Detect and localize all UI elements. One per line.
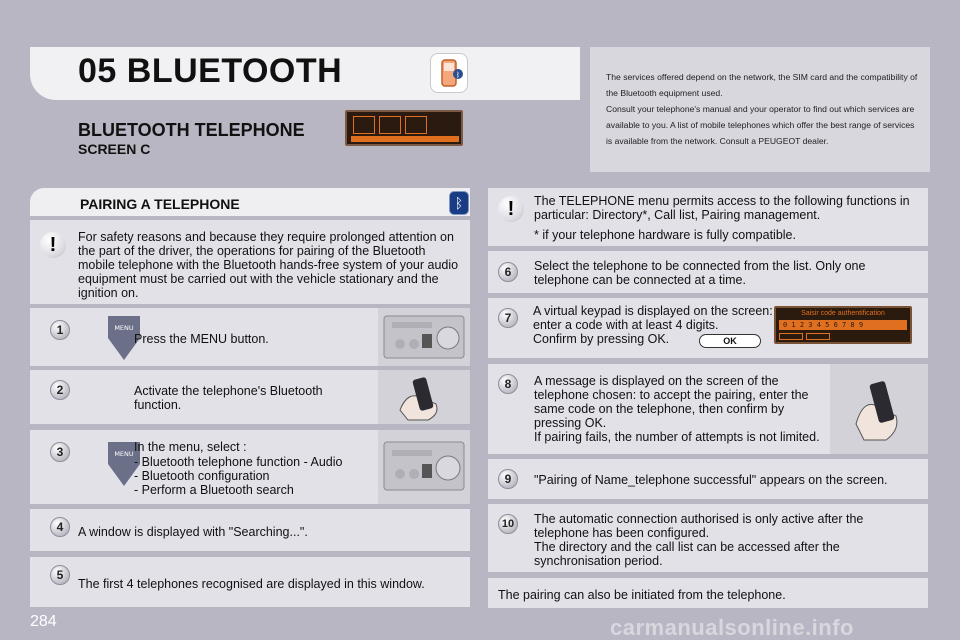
step-9-text: "Pairing of Name_telephone successful" appears on the screen. xyxy=(534,473,888,487)
step-9-panel xyxy=(488,459,928,499)
safety-text: For safety reasons and because they require prolonged attention on the part of the driver, the operations for pairing of the Bluetooth mobile telephone with the Bluetooth hands-free system of your audio equipment must be carried out with the vehicle stationary and the ignition on. xyxy=(78,230,459,300)
screen-title: Saisir code authentification xyxy=(801,310,885,317)
bottom-note-panel xyxy=(488,578,928,608)
menu-text: The TELEPHONE menu permits access to the following functions in particular: Directory*, Call list, Pairing management. xyxy=(534,194,910,222)
hand-phone-image xyxy=(378,370,470,424)
list-item: - Bluetooth configuration xyxy=(134,469,374,483)
page-number: 284 xyxy=(30,613,57,630)
step-10-panel xyxy=(488,504,928,572)
step-number: 5 xyxy=(50,565,70,585)
step-number: 4 xyxy=(50,517,70,537)
screen-digits: 0 1 2 3 4 5 6 7 8 9 xyxy=(779,320,907,330)
bottom-note-text: The pairing can also be initiated from the telephone. xyxy=(498,588,786,602)
step-5-panel xyxy=(30,557,470,607)
step-6-text: Select the telephone to be connected from the list. Only one telephone can be connected at a time. xyxy=(534,259,866,287)
list-item: - Bluetooth telephone function - Audio xyxy=(134,455,374,469)
safety-panel xyxy=(30,220,470,304)
step-number: 9 xyxy=(498,469,518,489)
step-7-text: A virtual keypad is displayed on the screen: enter a code with at least 4 digits. Confirm by pressing OK. xyxy=(533,304,773,346)
bluetooth-icon: ᛒ xyxy=(449,191,469,215)
step-number: 1 xyxy=(50,320,70,340)
section-title: BLUETOOTH TELEPHONE xyxy=(78,120,305,140)
screen-label: SCREEN C xyxy=(78,141,151,157)
step-10-text: The automatic connection authorised is only active after the telephone has been configured. The directory and the call list can be accessed after the synchronisation period. xyxy=(534,512,864,568)
hand-phone-image xyxy=(830,364,928,454)
pairing-title: PAIRING A TELEPHONE xyxy=(80,196,240,212)
step-1-text: Press the MENU button. xyxy=(134,332,269,346)
list-item: - Perform a Bluetooth search xyxy=(134,483,374,497)
step-number: 8 xyxy=(498,374,518,394)
chapter-title: 05 BLUETOOTH xyxy=(78,52,343,90)
ok-button[interactable]: OK xyxy=(699,334,761,348)
footnote-mark: * xyxy=(534,228,539,242)
step-number: 10 xyxy=(498,514,518,534)
step-7-panel xyxy=(488,298,928,358)
menu-button-label: MENU xyxy=(114,324,134,332)
step-5-text: The first 4 telephones recognised are displayed in this window. xyxy=(78,577,425,591)
step-6-panel xyxy=(488,251,928,293)
step-3-panel xyxy=(30,430,470,504)
menu-button-label: MENU xyxy=(114,450,134,458)
watermark: carmanualsonline.info xyxy=(610,615,854,640)
warning-icon: ! xyxy=(498,196,524,222)
step-2-text: Activate the telephone's Bluetooth function. xyxy=(134,384,323,412)
step-3-list xyxy=(134,455,374,497)
radio-unit-image xyxy=(378,308,470,366)
svg-text:ᛒ: ᛒ xyxy=(455,71,461,79)
step-number: 7 xyxy=(498,308,518,328)
info-panel xyxy=(590,47,930,172)
step-number: 2 xyxy=(50,380,70,400)
info-text: The services offered depend on the network, the SIM card and the compatibility of the Bluetooth equipment used. Consult your telephone's manual and your operator to find out which services are available to you. A list of mobile telephones which offer the best range of services is available from the network. Consult a PEUGEOT dealer. xyxy=(606,72,918,146)
step-3-intro: In the menu, select : xyxy=(134,440,247,454)
radio-unit-image xyxy=(378,430,470,504)
phone-icon xyxy=(430,53,468,93)
screen-c-display-icon xyxy=(345,110,463,146)
step-8-panel xyxy=(488,364,928,454)
warning-icon: ! xyxy=(40,232,66,258)
step-2-panel xyxy=(30,370,470,424)
step-8-text: A message is displayed on the screen of the telephone chosen: to accept the pairing, enter the same code on the telephone, then confirm by pressing OK. If pairing fails, the number of attempts is not limited. xyxy=(534,374,820,444)
footnote-text: if your telephone hardware is fully compatible. xyxy=(542,228,796,242)
step-number: 6 xyxy=(498,262,518,282)
virtual-keypad-screen xyxy=(774,306,912,344)
step-4-panel xyxy=(30,509,470,551)
step-4-text: A window is displayed with "Searching...". xyxy=(78,525,308,539)
step-1-panel xyxy=(30,308,470,366)
footnote xyxy=(534,228,922,242)
step-number: 3 xyxy=(50,442,70,462)
menu-info-panel xyxy=(488,188,928,246)
